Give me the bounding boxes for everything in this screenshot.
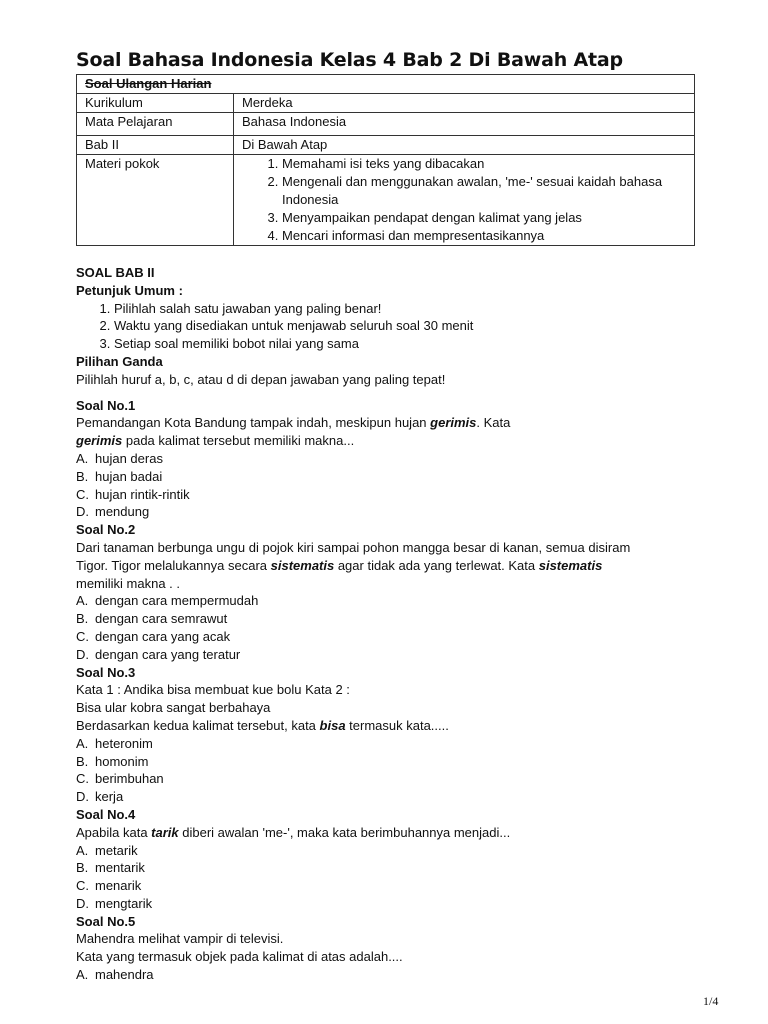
info-key: Bab II [77, 136, 234, 155]
materi-item: 1. Memahami isi teks yang dibacakan [282, 155, 686, 173]
question-text-line: Pemandangan Kota Bandung tampak indah, meskipun hujan gerimis. Kata [76, 415, 511, 431]
answer-option[interactable]: A. metarik [76, 842, 138, 858]
answer-option[interactable]: A. dengan cara mempermudah [76, 593, 259, 609]
question-text-line: gerimis pada kalimat tersebut memiliki makna... [76, 433, 355, 449]
question-text-line: Kata yang termasuk objek pada kalimat di atas adalah.... [76, 949, 403, 965]
document-page [76, 48, 696, 984]
materi-list-cell [234, 155, 695, 246]
section-title: SOAL BAB II [76, 265, 155, 280]
question-4 [76, 806, 696, 913]
question-2 [76, 521, 696, 663]
answer-option[interactable]: A. heteronim [76, 735, 153, 751]
info-table-header-label: Soal Ulangan Harian [85, 76, 212, 91]
pilihan-ganda-label: Pilihan Ganda [76, 353, 163, 369]
petunjuk-label: Petunjuk Umum : [76, 282, 183, 298]
materi-label: Materi pokok [77, 155, 234, 246]
answer-option[interactable]: B. mentarik [76, 860, 145, 876]
answer-option[interactable]: D. mengtarik [76, 895, 153, 911]
answer-option[interactable]: C. hujan rintik-rintik [76, 486, 190, 502]
question-text-line: Dari tanaman berbunga ungu di pojok kiri sampai pohon mangga besar di kanan, semua disiram [76, 539, 631, 555]
answer-option[interactable]: C. menarik [76, 878, 142, 894]
materi-item: 4. Mencari informasi dan mempresentasikannya [282, 227, 686, 245]
petunjuk-item: 1. Pilihlah salah satu jawaban yang paling benar! [114, 300, 696, 318]
info-key: Kurikulum [77, 94, 234, 113]
info-key: Mata Pelajaran [77, 113, 234, 136]
questions-section [76, 264, 696, 984]
answer-option[interactable]: C. dengan cara yang acak [76, 628, 231, 644]
info-value: Di Bawah Atap [234, 136, 695, 155]
answer-option[interactable]: A. hujan deras [76, 450, 163, 466]
question-1 [76, 397, 696, 522]
answer-option[interactable]: B. dengan cara semrawut [76, 611, 228, 627]
answer-option[interactable]: D. mendung [76, 504, 150, 520]
question-text-line: Kata 1 : Andika bisa membuat kue bolu Kata 2 : [76, 682, 350, 698]
info-value: Merdeka [234, 94, 695, 113]
info-table-header [77, 75, 695, 94]
question-label: Soal No.3 [76, 664, 136, 680]
question-5 [76, 913, 696, 984]
answer-option[interactable]: D. kerja [76, 789, 124, 805]
materi-list [242, 155, 686, 245]
question-label: Soal No.2 [76, 522, 136, 538]
question-text-line: Bisa ular kobra sangat berbahaya [76, 700, 271, 716]
answer-option[interactable]: B. hujan badai [76, 468, 163, 484]
petunjuk-item: 3. Setiap soal memiliki bobot nilai yang sama [114, 335, 696, 353]
question-3 [76, 664, 696, 806]
question-text-line: Apabila kata tarik diberi awalan 'me-', maka kata berimbuhannya menjadi... [76, 824, 511, 840]
document-title: Soal Bahasa Indonesia Kelas 4 Bab 2 Di Bawah Atap [76, 49, 623, 71]
question-label: Soal No.5 [76, 913, 136, 929]
question-text-line: Tigor. Tigor melalukannya secara sistematis agar tidak ada yang terlewat. Kata sistematis [76, 557, 603, 573]
petunjuk-list [76, 300, 696, 353]
materi-item: 3. Menyampaikan pendapat dengan kalimat yang jelas [282, 209, 686, 227]
question-text-line: memiliki makna . . [76, 575, 181, 591]
answer-option[interactable]: C. berimbuhan [76, 771, 164, 787]
question-label: Soal No.1 [76, 397, 136, 413]
petunjuk-item: 2. Waktu yang disediakan untuk menjawab seluruh soal 30 menit [114, 317, 696, 335]
answer-option[interactable]: B. homonim [76, 753, 149, 769]
page-number: 1/4 [703, 994, 719, 1008]
info-value: Bahasa Indonesia [234, 113, 695, 136]
question-text-line: Mahendra melihat vampir di televisi. [76, 931, 284, 947]
question-label: Soal No.4 [76, 806, 136, 822]
info-table [76, 74, 695, 246]
answer-option[interactable]: A. mahendra [76, 967, 154, 983]
pilihan-ganda-instruction: Pilihlah huruf a, b, c, atau d di depan jawaban yang paling tepat! [76, 371, 446, 387]
materi-item: 2. Mengenali dan menggunakan awalan, 'me-' sesuai kaidah bahasa Indonesia [282, 173, 686, 209]
answer-option[interactable]: D. dengan cara yang teratur [76, 646, 241, 662]
question-text-line: Berdasarkan kedua kalimat tersebut, kata bisa termasuk kata..... [76, 717, 449, 733]
